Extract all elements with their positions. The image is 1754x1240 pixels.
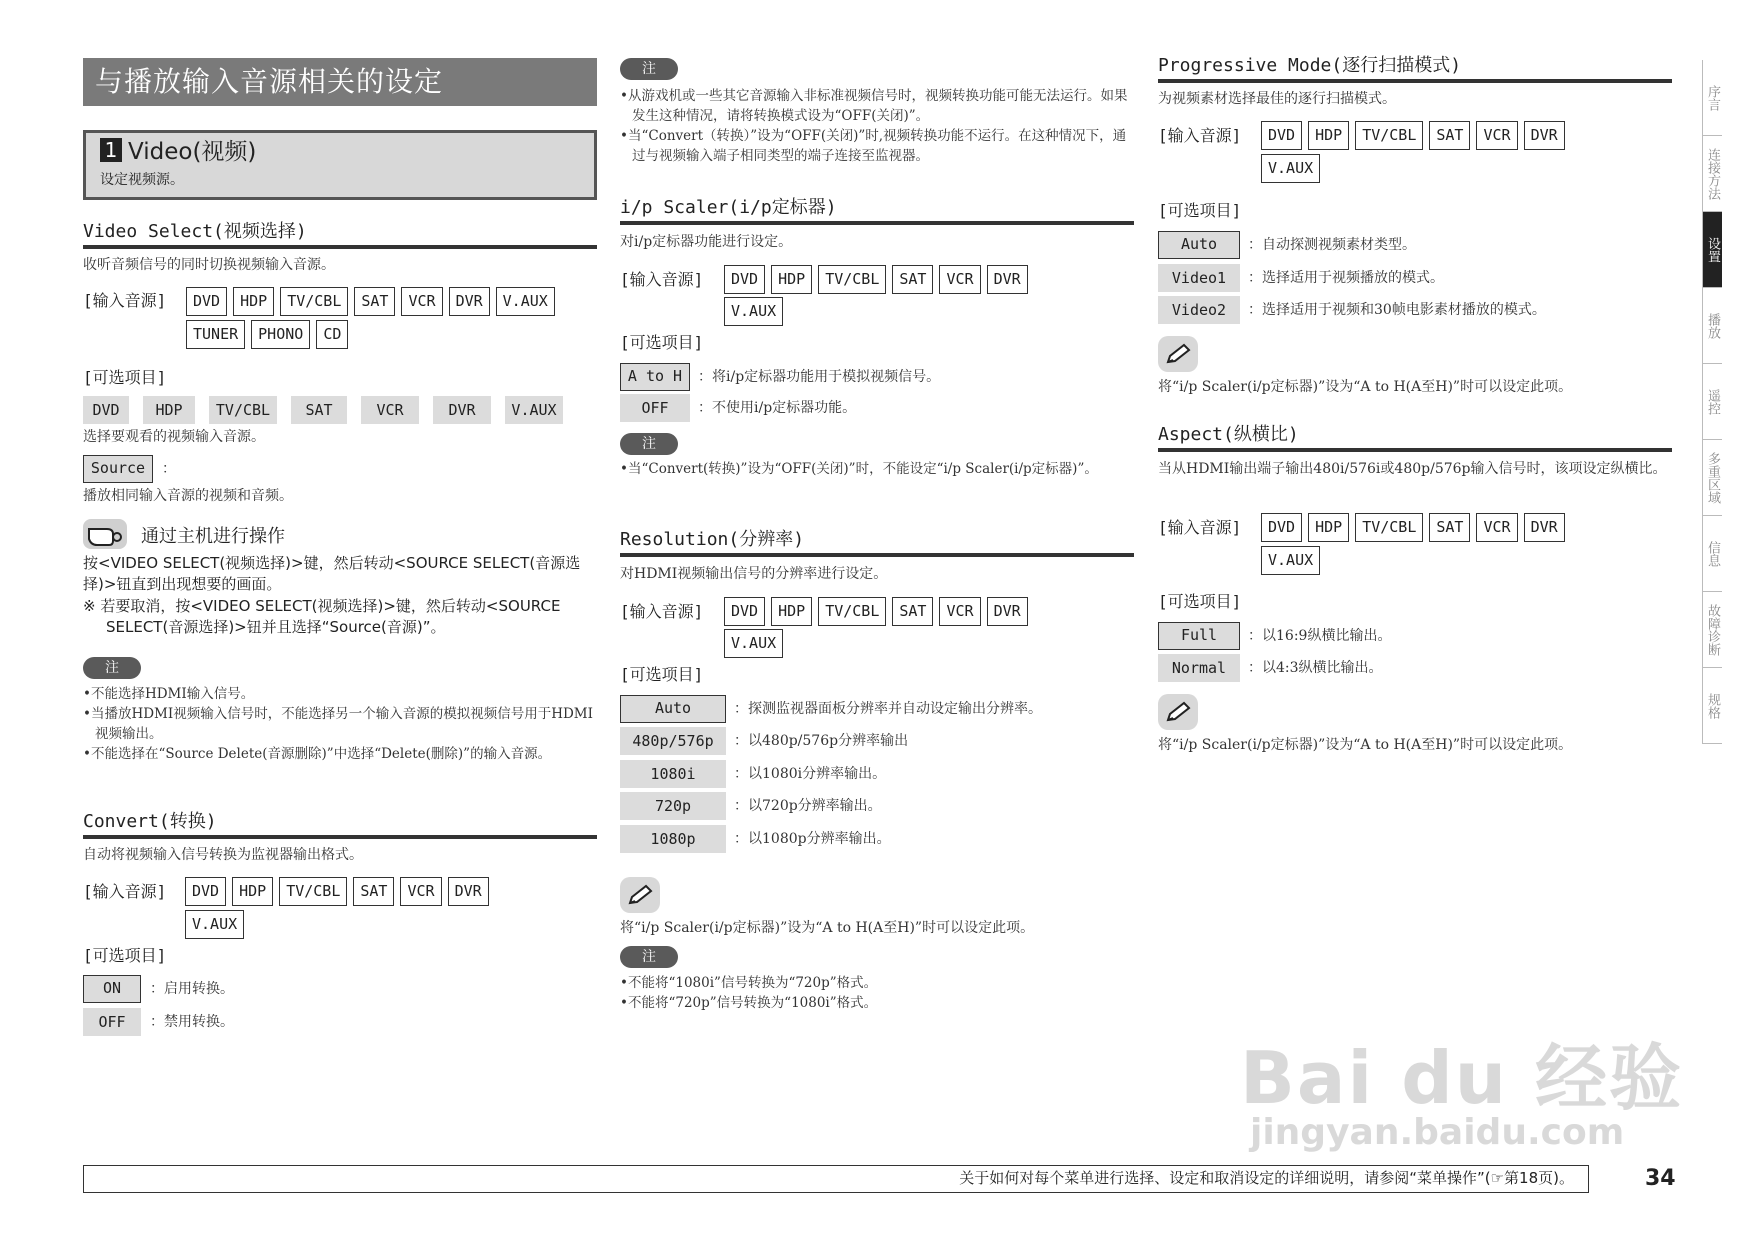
option-480p: 480p/576p (620, 727, 726, 755)
note-item: •不能将“1080i”信号转换为“720p”格式。 (620, 975, 878, 991)
progressive-memo: 将“i/p Scaler(i/p定标器)”设为“A to H(A至H)”时可以设定此项。 (1158, 379, 1573, 395)
note-item: •不能选择在“Source Delete(音源删除)”中选择“Delete(删除)”的输入音源。 (83, 746, 552, 762)
video-subtitle: 设定视频源。 (100, 172, 184, 188)
aspect-inputs-row2 (1261, 546, 1320, 575)
input-chip: HDP (232, 877, 273, 906)
option-full: Full (1158, 622, 1240, 650)
video-select-title: Video Select(视频选择) (83, 220, 597, 249)
note-badge: 注 (620, 58, 678, 80)
input-chip: DVD (724, 265, 765, 294)
input-chip: TV/CBL (280, 287, 348, 316)
input-chip: SAT (892, 597, 933, 626)
input-chip: SAT (1429, 513, 1470, 542)
option-desc: ：禁用转换。 (150, 1014, 234, 1030)
main-unit-line2: ※ 若要取消，按<VIDEO SELECT(视频选择)>键，然后转动<SOURCE SELECT(音源选择)>钮并且选择“Source(音源)”。 (83, 597, 561, 636)
ip-scaler-title: i/p Scaler(i/p定标器) (620, 196, 1134, 225)
option-desc: ：选择适用于视频和30帧电影素材播放的模式。 (1248, 302, 1546, 318)
input-chip: V.AUX (1261, 546, 1320, 575)
option-chip: VCR (361, 396, 419, 424)
pencil-icon (1158, 336, 1198, 372)
aspect-title: Aspect(纵横比) (1158, 423, 1672, 452)
option-video2: Video2 (1158, 296, 1240, 324)
option-desc: ：以16:9纵横比输出。 (1248, 628, 1392, 644)
input-chip: DVD (724, 597, 765, 626)
option-1080i: 1080i (620, 760, 726, 788)
input-chip: HDP (1308, 513, 1349, 542)
option-desc: ：启用转换。 (150, 981, 234, 997)
option-chip: DVR (433, 396, 491, 424)
video-section-header (83, 130, 597, 200)
option-desc: ：选择适用于视频播放的模式。 (1248, 270, 1444, 286)
input-chip: DVR (449, 287, 490, 316)
side-tab-troubleshooting[interactable]: 故障诊断 (1702, 592, 1722, 668)
video-select-options (83, 396, 563, 424)
input-chip: TV/CBL (1355, 513, 1423, 542)
option-desc: ：以480p/576p分辨率输出 (734, 733, 909, 749)
option-chip: V.AUX (505, 396, 563, 424)
option-video1: Video1 (1158, 264, 1240, 292)
input-chip: V.AUX (724, 297, 783, 326)
ip-scaler-inputs (724, 265, 1028, 294)
options-label: [可选项目] (1158, 201, 1242, 220)
input-chip: DVR (987, 597, 1028, 626)
side-tab-remote[interactable]: 遥控 (1702, 364, 1722, 440)
option-chip: DVD (83, 396, 129, 424)
options-label: [可选项目] (1158, 592, 1242, 611)
input-chip: HDP (1308, 121, 1349, 150)
resolution-title: Resolution(分辨率) (620, 528, 1134, 557)
option-chip: TV/CBL (209, 396, 277, 424)
input-chip: CD (316, 320, 348, 349)
video-title: Video(视频) (128, 139, 257, 165)
progressive-desc: 为视频素材选择最佳的逐行扫描模式。 (1158, 91, 1396, 107)
note-item: •从游戏机或一些其它音源输入非标准视频信号时，视频转换功能可能无法运行。如果发生这种情况，请将转换模式设为“OFF(关闭)”。 (620, 88, 1128, 124)
input-chip: TV/CBL (279, 877, 347, 906)
input-chip: PHONO (251, 320, 310, 349)
options-desc: 选择要观看的视频输入音源。 (83, 429, 265, 445)
source-option: Source (83, 455, 153, 483)
input-chip: SAT (353, 877, 394, 906)
ip-scaler-desc: 对i/p定标器功能进行设定。 (620, 234, 793, 250)
input-chip: V.AUX (496, 287, 555, 316)
watermark-url: jingyan.baidu.com (1250, 1112, 1625, 1153)
side-tab-playback[interactable]: 播放 (1702, 288, 1722, 364)
page-number: 34 (1645, 1166, 1676, 1191)
aspect-desc: 当从HDMI输出端子输出480i/576i或480p/576p输入信号时，该项设定纵横比。 (1158, 461, 1667, 477)
option-desc: ：以1080p分辨率输出。 (734, 831, 891, 847)
option-desc: ：以4:3纵横比输出。 (1248, 660, 1383, 676)
note-item: •不能选择HDMI输入信号。 (83, 686, 255, 702)
input-chip: V.AUX (724, 629, 783, 658)
option-desc: ：以1080i分辨率输出。 (734, 766, 887, 782)
input-chip: VCR (1476, 121, 1517, 150)
input-chip: HDP (771, 597, 812, 626)
input-chip: SAT (892, 265, 933, 294)
input-chip: DVR (448, 877, 489, 906)
ip-scaler-inputs-row2 (724, 297, 783, 326)
input-chip: DVR (987, 265, 1028, 294)
video-select-desc: 收听音频信号的同时切换视频输入音源。 (83, 257, 335, 273)
input-label: [输入音源] (1158, 126, 1242, 145)
input-chip: VCR (939, 597, 980, 626)
input-chip: DVD (186, 287, 227, 316)
input-chip: HDP (771, 265, 812, 294)
input-chip: DVR (1524, 513, 1565, 542)
option-desc: ：探测监视器面板分辨率并自动设定输出分辨率。 (734, 701, 1042, 717)
input-chip: DVD (1261, 513, 1302, 542)
main-unit-title: 通过主机进行操作 (141, 526, 285, 547)
convert-inputs-row2 (185, 910, 244, 939)
note-badge: 注 (620, 433, 678, 455)
page-title-banner: 与播放输入音源相关的设定 (83, 58, 597, 106)
option-720p: 720p (620, 792, 726, 820)
source-colon: ： (162, 461, 176, 477)
input-chip: HDP (233, 287, 274, 316)
section-number: 1 (100, 138, 122, 162)
option-a-to-h: A to H (620, 363, 690, 391)
side-tab-connection[interactable]: 连接方法 (1702, 136, 1722, 212)
note-item: •当“Convert（转换）”设为“OFF(关闭)”时,视频转换功能不运行。在这种情况下，通过与视频输入端子相同类型的端子连接至监视器。 (620, 128, 1127, 164)
option-desc: ：以720p分辨率输出。 (734, 798, 882, 814)
option-off: OFF (83, 1008, 141, 1036)
aspect-inputs (1261, 513, 1565, 542)
note-badge: 注 (83, 657, 141, 679)
input-chip: SAT (1429, 121, 1470, 150)
input-chip: VCR (401, 287, 442, 316)
input-label: [输入音源] (1158, 518, 1242, 537)
side-tab-info[interactable]: 信息 (1702, 516, 1722, 592)
note3-list (620, 459, 1134, 479)
input-label: [输入音源] (620, 602, 704, 621)
side-tab-nav (1702, 60, 1754, 744)
options-label: [可选项目] (620, 333, 704, 352)
resolution-inputs (724, 597, 1028, 626)
options-label: [可选项目] (620, 665, 704, 684)
option-chip: HDP (143, 396, 195, 424)
video-select-inputs-row2 (186, 320, 348, 349)
note4-list (620, 973, 1134, 1013)
input-chip: SAT (354, 287, 395, 316)
progressive-inputs (1261, 121, 1565, 150)
pencil-icon (620, 877, 660, 913)
option-desc: ：自动探测视频素材类型。 (1248, 237, 1416, 253)
input-chip: V.AUX (185, 910, 244, 939)
progressive-inputs-row2 (1261, 154, 1320, 183)
input-chip: DVD (185, 877, 226, 906)
note-item: •当“Convert(转换)”设为“OFF(关闭)”时，不能设定“i/p Scaler(i/p定标器)”。 (620, 461, 1098, 477)
progressive-title: Progressive Mode(逐行扫描模式) (1158, 54, 1672, 83)
watermark-logo: Bai du 经验 (1240, 1036, 1684, 1120)
resolution-inputs-row2 (724, 629, 783, 658)
note-item: •当播放HDMI视频输入信号时，不能选择另一个输入音源的模拟视频信号用于HDMI视频输出。 (83, 706, 593, 742)
input-chip: VCR (400, 877, 441, 906)
option-auto: Auto (1158, 231, 1240, 259)
note-badge: 注 (620, 946, 678, 968)
main-unit-line1: 按<VIDEO SELECT(视频选择)>键，然后转动<SOURCE SELECT(音源选择)>钮直到出现想要的画面。 (83, 554, 581, 593)
convert-title: Convert(转换) (83, 810, 597, 839)
option-desc: ：不使用i/p定标器功能。 (698, 400, 857, 416)
input-chip: VCR (1476, 513, 1517, 542)
resolution-desc: 对HDMI视频输出信号的分辨率进行设定。 (620, 566, 888, 582)
input-chip: VCR (939, 265, 980, 294)
note1-list (83, 684, 597, 764)
side-tab-intro[interactable]: 序言 (1702, 60, 1722, 136)
note-item: •不能将“720p”信号转换为“1080i”格式。 (620, 995, 878, 1011)
note2-list (620, 86, 1134, 166)
options-label: [可选项目] (83, 946, 167, 965)
video-select-inputs-row1 (186, 287, 555, 316)
input-chip: TUNER (186, 320, 245, 349)
option-normal: Normal (1158, 654, 1240, 682)
footer-note: 关于如何对每个菜单进行选择、设定和取消设定的详细说明，请参阅“菜单操作”(☞第18页)。 (83, 1165, 1589, 1193)
side-tab-specs[interactable]: 规格 (1702, 668, 1722, 744)
side-tab-setup[interactable]: 设置 (1702, 212, 1722, 288)
input-chip: TV/CBL (818, 597, 886, 626)
option-desc: ：将i/p定标器功能用于模拟视频信号。 (698, 369, 941, 385)
resolution-memo: 将“i/p Scaler(i/p定标器)”设为“A to H(A至H)”时可以设定此项。 (620, 920, 1035, 936)
option-1080p: 1080p (620, 825, 726, 853)
convert-inputs (185, 877, 489, 906)
side-tab-multizone[interactable]: 多重区域 (1702, 440, 1722, 516)
hand-icon (83, 519, 127, 549)
input-label: [输入音源] (620, 270, 704, 289)
input-chip: TV/CBL (1355, 121, 1423, 150)
options-label: [可选项目] (83, 368, 167, 387)
input-label: [输入音源] (83, 882, 167, 901)
input-chip: V.AUX (1261, 154, 1320, 183)
option-off: OFF (620, 394, 690, 422)
input-label: [输入音源] (83, 291, 167, 310)
input-chip: DVD (1261, 121, 1302, 150)
aspect-memo: 将“i/p Scaler(i/p定标器)”设为“A to H(A至H)”时可以设定此项。 (1158, 737, 1573, 753)
option-chip: SAT (291, 396, 347, 424)
input-chip: DVR (1524, 121, 1565, 150)
option-auto: Auto (620, 695, 726, 723)
input-chip: TV/CBL (818, 265, 886, 294)
option-on: ON (83, 975, 141, 1003)
source-desc: 播放相同输入音源的视频和音频。 (83, 488, 293, 504)
convert-desc: 自动将视频输入信号转换为监视器输出格式。 (83, 847, 363, 863)
pencil-icon (1158, 694, 1198, 730)
